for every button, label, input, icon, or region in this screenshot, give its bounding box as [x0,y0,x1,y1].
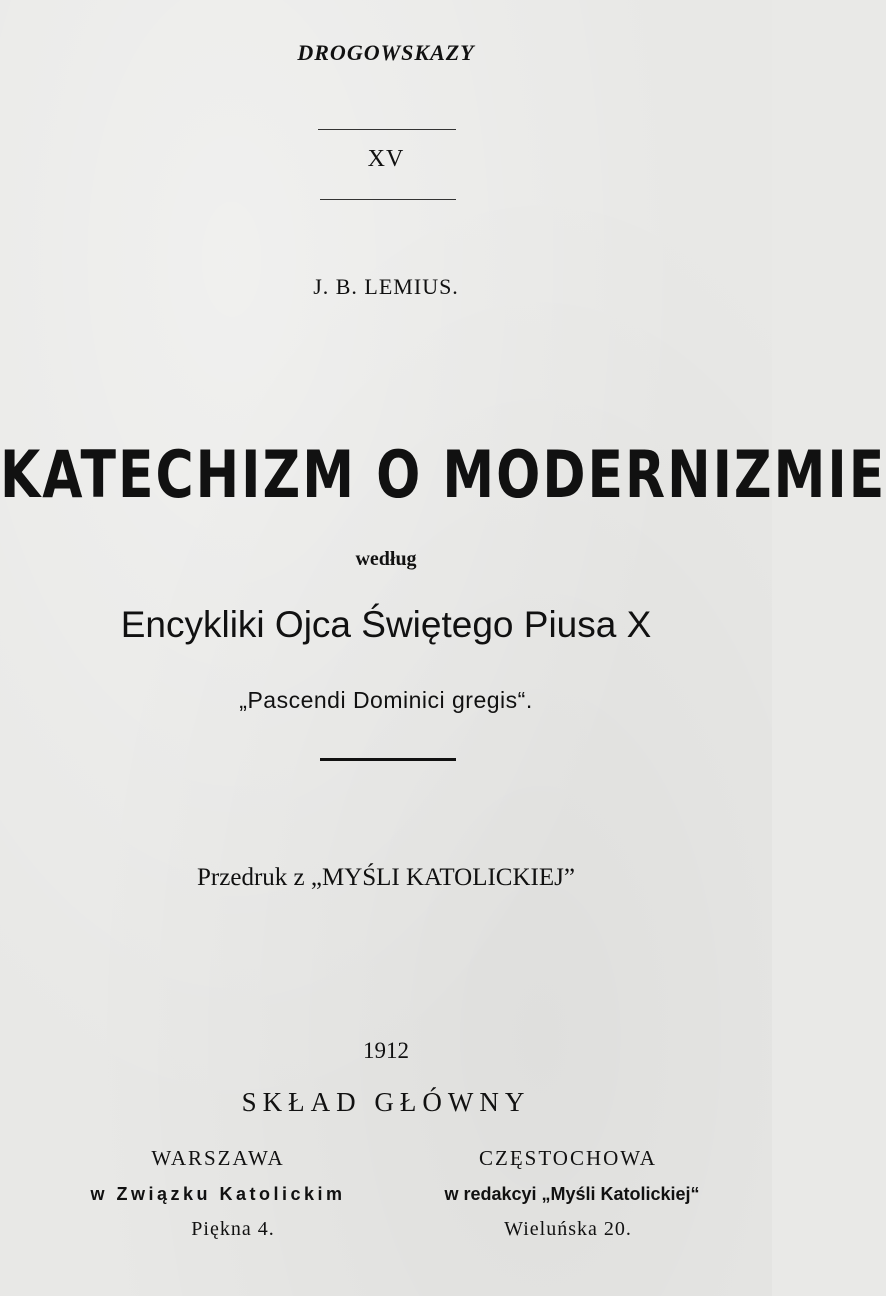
encyclical-line: Encykliki Ojca Świętego Piusa X [120,604,652,645]
publication-year: 1912 [363,1038,409,1063]
rule-top [318,129,456,130]
left-city: WARSZAWA [151,1146,285,1170]
right-address: Wieluńska 20. [504,1218,632,1240]
left-address: Piękna 4. [191,1218,275,1240]
volume-number: XV [367,146,405,172]
according-to: według [355,548,417,570]
right-city: CZĘSTOCHOWA [479,1146,657,1170]
left-org: w Związku Katolickim [90,1184,346,1204]
distribution-heading: SKŁAD GŁÓWNY [241,1087,531,1117]
rule-divider [320,758,456,761]
series-name: DROGOWSKAZY [297,40,475,65]
right-org: w redakcyi „Myśli Katolickiej“ [444,1184,700,1204]
encyclical-name: „Pascendi Dominici gregis“. [239,687,533,713]
rule-under-volume [320,199,456,200]
book-title: KATECHIZM O MODERNIZMIE [0,438,886,513]
author: J. B. LEMIUS. [313,274,459,299]
reprint-note: Przedruk z „MYŚLI KATOLICKIEJ” [197,864,575,891]
